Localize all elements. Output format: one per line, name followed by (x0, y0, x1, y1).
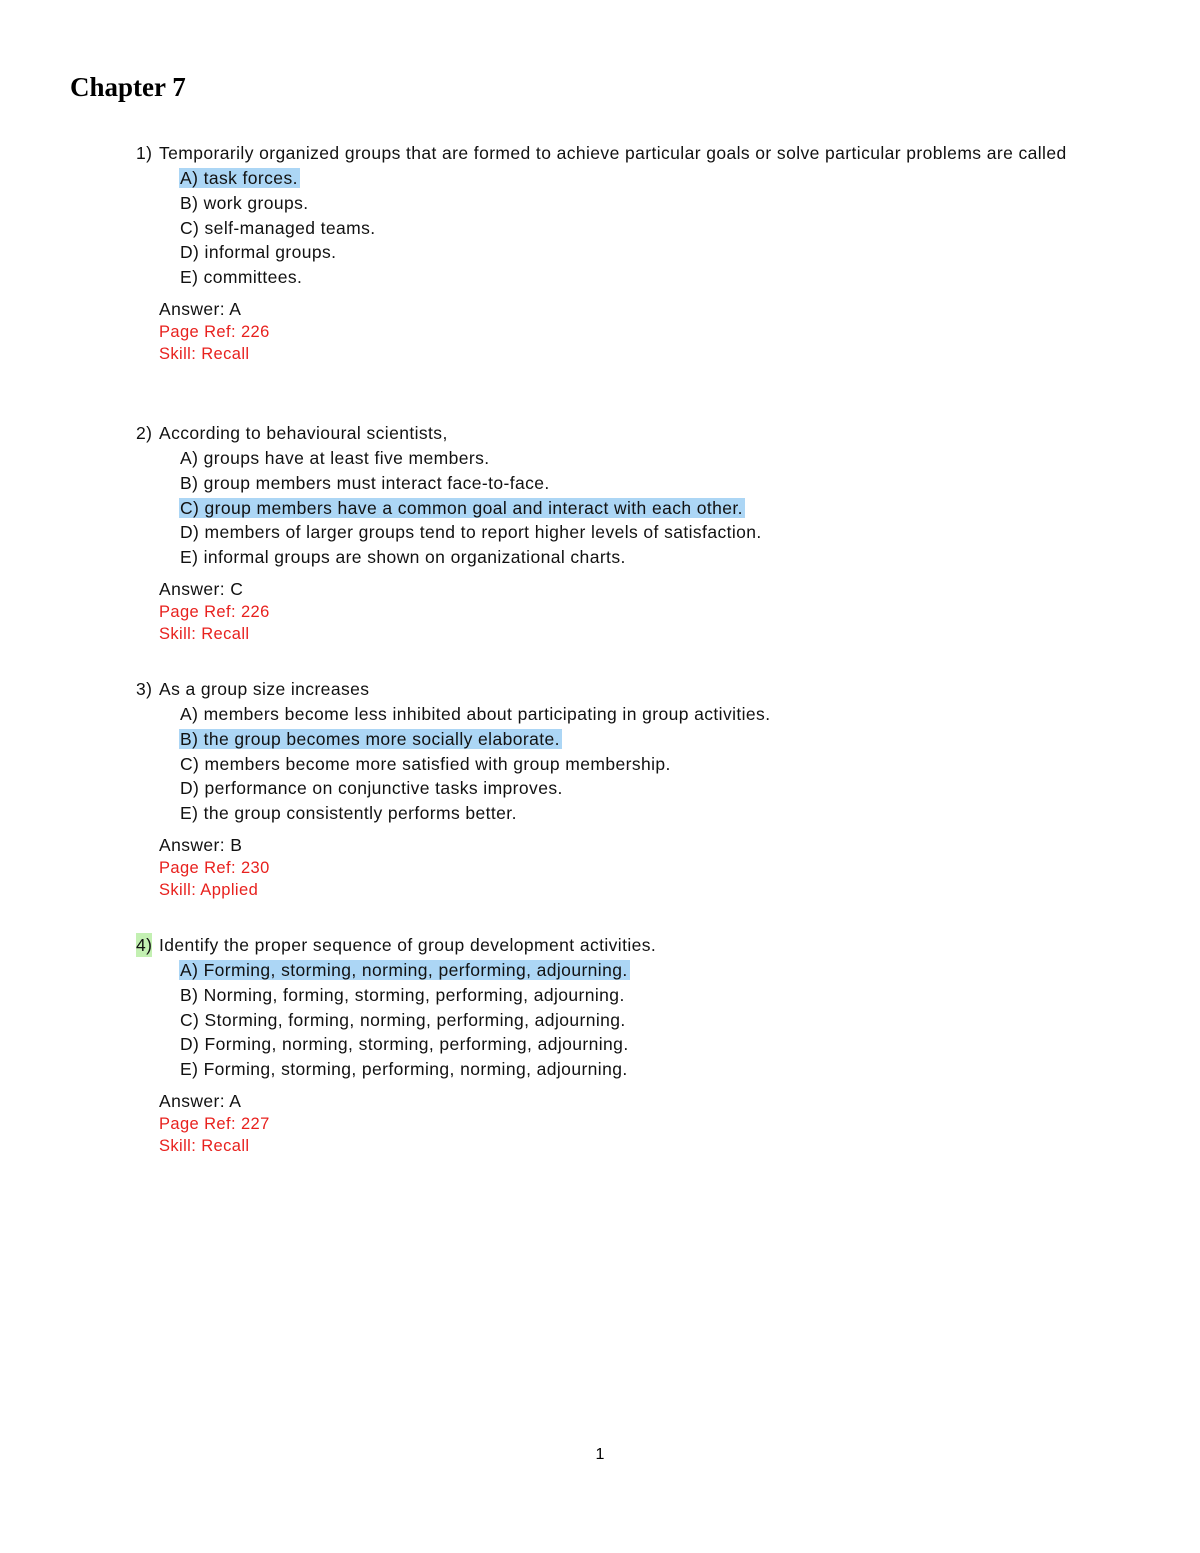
option-letter: C) (180, 217, 200, 238)
option-text: self-managed teams. (204, 217, 376, 238)
option-text: informal groups are shown on organizational charts. (203, 547, 626, 568)
option-text: committees. (203, 267, 303, 288)
skill-label: Skill: Recall (159, 344, 250, 363)
option-d (180, 520, 1076, 545)
question-number-flagged: 4) (136, 935, 153, 955)
answer-line: Answer: B (159, 834, 243, 855)
page-ref: Page Ref: 230 (159, 858, 270, 877)
option-c (180, 752, 1076, 777)
question-3 (136, 677, 1076, 901)
option-d (180, 1032, 1076, 1057)
question-text: As a group size increases (159, 679, 370, 699)
option-e (180, 545, 1076, 570)
answer-line: Answer: C (159, 578, 244, 599)
option-text: Forming, norming, storming, performing, adjourning. (204, 1034, 629, 1055)
page-ref: Page Ref: 226 (159, 322, 270, 341)
option-b (180, 471, 1076, 496)
question-2 (136, 421, 1076, 645)
option-letter: A) (180, 168, 199, 188)
question-number: 3) (136, 679, 153, 699)
option-letter: C) (180, 753, 200, 774)
option-letter: C) (180, 1009, 200, 1030)
option-text: Norming, forming, storming, performing, adjourning. (203, 984, 625, 1005)
option-text: Forming, storming, performing, norming, adjourning. (203, 1059, 628, 1080)
question-stem (136, 421, 1076, 445)
option-a (180, 958, 1076, 983)
option-letter: D) (180, 778, 200, 799)
option-text: performance on conjunctive tasks improves. (204, 778, 563, 799)
option-c (180, 216, 1076, 241)
option-c (180, 496, 1076, 521)
option-text: the group consistently performs better. (203, 803, 517, 824)
question-text: Temporarily organized groups that are formed to achieve particular goals or solve particular problems are called (159, 143, 1067, 163)
question-stem (136, 933, 1076, 957)
question-stem (136, 141, 1076, 165)
question-number: 1) (136, 143, 153, 163)
option-letter: C) (180, 497, 200, 518)
option-letter: D) (180, 242, 200, 263)
correct-option-highlight (179, 729, 562, 749)
skill-label: Skill: Recall (159, 1136, 250, 1155)
option-a (180, 702, 1076, 727)
option-letter: E) (180, 1059, 199, 1080)
option-letter: A) (180, 704, 199, 724)
option-list (136, 958, 1076, 1082)
option-letter: B) (180, 984, 199, 1005)
option-b (180, 983, 1076, 1008)
option-text: members of larger groups tend to report higher levels of satisfaction. (204, 522, 762, 543)
option-letter: E) (180, 547, 199, 568)
option-list (136, 446, 1076, 570)
answer-line: Answer: A (159, 298, 242, 319)
option-text: task forces. (203, 168, 298, 188)
option-text: informal groups. (204, 242, 337, 263)
skill-label: Skill: Recall (159, 624, 250, 643)
question-text: According to behavioural scientists, (159, 423, 448, 443)
option-letter: A) (180, 448, 199, 468)
correct-option-highlight (179, 960, 630, 980)
option-list (136, 702, 1076, 826)
option-letter: B) (180, 728, 199, 749)
option-text: group members have a common goal and interact with each other. (204, 497, 743, 518)
option-text: members become more satisfied with group membership. (204, 753, 671, 774)
option-text: Forming, storming, norming, performing, adjourning. (203, 960, 628, 980)
question-number: 2) (136, 423, 153, 443)
option-text: Storming, forming, norming, performing, adjourning. (204, 1009, 626, 1030)
option-letter: D) (180, 1034, 200, 1055)
option-text: work groups. (203, 192, 309, 213)
question-1 (136, 141, 1076, 365)
option-e (180, 801, 1076, 826)
question-stem (136, 677, 1076, 701)
option-a (180, 166, 1076, 191)
correct-option-highlight (179, 168, 300, 188)
option-e (180, 1057, 1076, 1082)
option-c (180, 1008, 1076, 1033)
option-list (136, 166, 1076, 290)
option-text: members become less inhibited about participating in group activities. (203, 704, 771, 724)
option-e (180, 265, 1076, 290)
page-ref: Page Ref: 227 (159, 1114, 270, 1133)
option-letter: B) (180, 472, 199, 493)
option-letter: E) (180, 803, 199, 824)
option-letter: E) (180, 267, 199, 288)
option-text: group members must interact face-to-face. (203, 472, 550, 493)
option-letter: D) (180, 522, 200, 543)
option-d (180, 776, 1076, 801)
question-text: Identify the proper sequence of group development activities. (159, 935, 657, 955)
chapter-title: Chapter 7 (70, 72, 186, 102)
option-letter: B) (180, 192, 199, 213)
option-a (180, 446, 1076, 471)
option-letter: A) (180, 960, 199, 980)
page-number: 1 (595, 1446, 605, 1463)
question-4 (136, 933, 1076, 1157)
option-d (180, 240, 1076, 265)
option-text: the group becomes more socially elaborate. (203, 728, 560, 749)
option-text: groups have at least five members. (203, 448, 490, 468)
skill-label: Skill: Applied (159, 880, 259, 899)
option-b (180, 727, 1076, 752)
page-ref: Page Ref: 226 (159, 602, 270, 621)
answer-line: Answer: A (159, 1090, 242, 1111)
correct-option-highlight (179, 498, 745, 518)
option-b (180, 191, 1076, 216)
